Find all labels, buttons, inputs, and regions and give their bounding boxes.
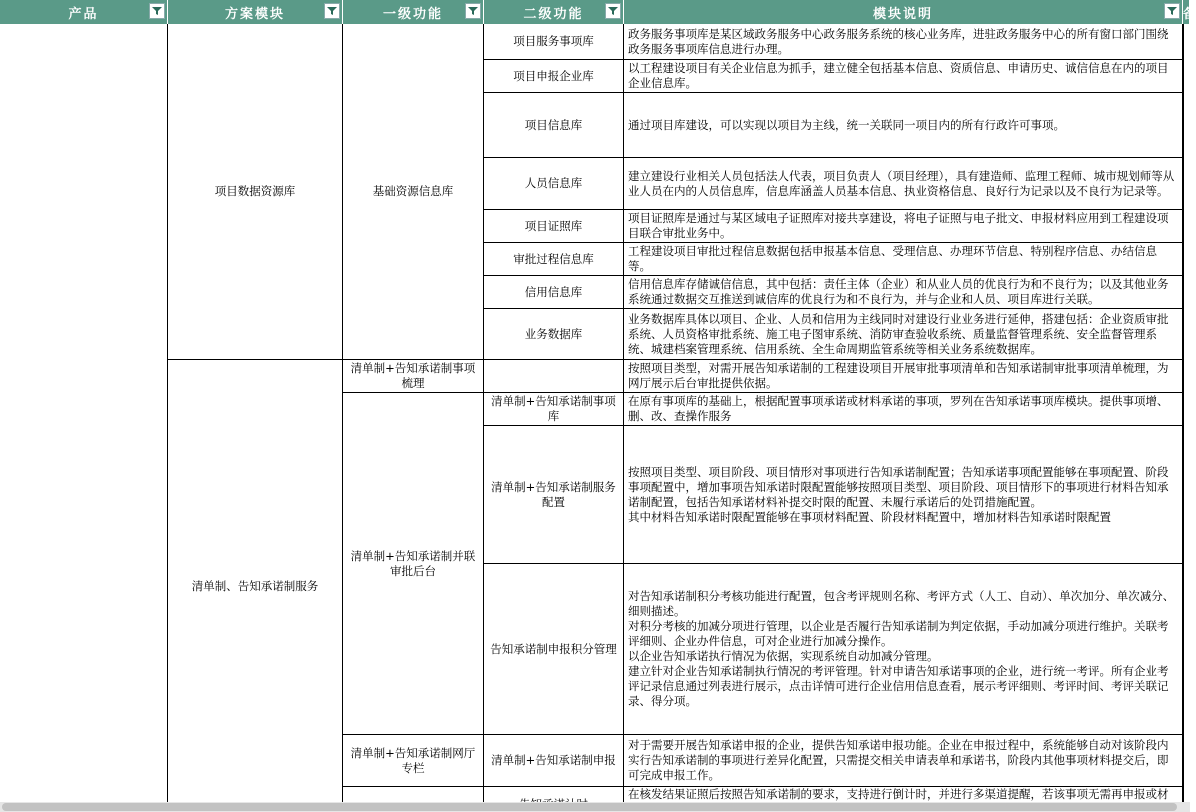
- level2-label: 清单制+告知承诺制服务配置: [491, 479, 616, 509]
- level2-label: 项目服务事项库: [513, 34, 594, 48]
- level1-label: 清单制+告知承诺制事项梳理: [350, 361, 476, 390]
- scrollbar-thumb[interactable]: [2, 803, 1177, 811]
- desc-cell: [624, 93, 1183, 158]
- module-label: 项目数据资源库: [214, 184, 296, 198]
- horizontal-scrollbar[interactable]: [0, 802, 1190, 812]
- level2-cell: [484, 393, 624, 426]
- level1-label: 清单制+告知承诺制并联审批后台: [350, 548, 476, 578]
- desc-text: 在原有事项库的基础上，根据配置事项承诺或材料承诺的事项，罗列在告知承诺事项库模块。提供事项增、删、改、查操作服务: [628, 394, 1169, 423]
- desc-cell: [624, 309, 1183, 360]
- level2-cell: [484, 93, 624, 158]
- level2-cell: [484, 735, 624, 787]
- level1-label: 基础资源信息库: [372, 184, 454, 198]
- desc-cell: [624, 60, 1183, 93]
- level2-label: 信用信息库: [524, 284, 583, 299]
- desc-cell: [624, 276, 1183, 309]
- module-cell: [168, 360, 343, 812]
- level2-label: 项目申报企业库: [513, 68, 594, 83]
- desc-text: 项目证照库是通过与某区域电子证照库对接共享建设，将电子证照与电子批文、申报材料应用到工程建设项目联合审批业务中。: [628, 211, 1169, 240]
- desc-cell: [624, 393, 1183, 426]
- filter-icon[interactable]: [324, 3, 340, 19]
- level2-label: 清单制+告知承诺制申报: [491, 753, 616, 767]
- level2-cell: [484, 309, 624, 360]
- filter-icon[interactable]: [149, 3, 165, 19]
- module-cell: [168, 24, 343, 360]
- desc-text: 政务服务事项库是某区域政务服务中心政务服务系统的核心业务库，进驻政务服务中心的所有窗口部门围绕政务服务事项库信息进行办理。: [628, 26, 1169, 56]
- desc-cell: [624, 210, 1183, 243]
- level1-label: 清单制+告知承诺制网厅专栏: [350, 745, 476, 775]
- filter-icon[interactable]: [605, 3, 621, 19]
- filter-icon[interactable]: [1164, 3, 1180, 19]
- header-extra-label: 备: [1183, 6, 1196, 22]
- level1-cell: [343, 24, 484, 360]
- level2-label: 项目证照库: [524, 218, 583, 233]
- header-desc-label: 模块说明: [872, 6, 933, 22]
- desc-cell: [624, 24, 1183, 60]
- header-module-label: 方案模块: [224, 6, 285, 22]
- level2-label: 项目信息库: [524, 117, 583, 132]
- module-label: 清单制、告知承诺制服务: [191, 578, 319, 593]
- product-cell: [0, 24, 168, 812]
- header-level2: [484, 0, 624, 24]
- header-module: [168, 0, 343, 24]
- desc-text: 建立建设行业相关人员包括法人代表，项目负责人（项目经理），具有建造师、监理工程师、城市规划师等从业人员在内的人员信息库，信息库涵盖人员基本信息、执业资格信息、良好行为记录以及不良行为记录等。: [628, 168, 1175, 198]
- desc-cell: [624, 158, 1183, 210]
- level2-label: 审批过程信息库: [513, 251, 594, 266]
- header-product: [0, 0, 168, 24]
- desc-text: 以工程建设项目有关企业信息为抓手，建立健全包括基本信息、资质信息、申请历史、诚信信息在内的项目企业信息库。: [628, 61, 1169, 90]
- desc-text: 在核发结果证照后按照告知承诺制的要求，支持进行倒计时，并进行多渠道提醒，若该事项无需再申报或材: [628, 787, 1169, 801]
- level2-cell: [484, 564, 624, 735]
- level2-label: 人员信息库: [524, 176, 583, 190]
- level2-cell: [484, 360, 624, 393]
- header-product-label: 产品: [68, 6, 99, 22]
- desc-text: 按照项目类型，对需开展告知承诺制的工程建设项目开展审批事项清单和告知承诺制审批事项清单梳理，为网厅展示后台审批提供依据。: [628, 361, 1169, 390]
- level2-cell: [484, 158, 624, 210]
- desc-cell: [624, 426, 1183, 564]
- level1-cell: [343, 393, 484, 735]
- header-extra: [1183, 0, 1196, 24]
- desc-cell: [624, 564, 1183, 735]
- desc-text: 对于需要开展告知承诺申报的企业，提供告知承诺申报功能。企业在申报过程中，系统能够自动对该阶段内实行告知承诺制的事项进行差异化配置，只需提交相关申请表单和承诺书，阶段内其他事项材料提交后，即可完成申报工作。: [628, 738, 1169, 782]
- level2-cell: [484, 426, 624, 564]
- desc-text: 信用信息库存储诚信信息，其中包括：责任主体（企业）和从业人员的优良行为和不良行为；以及其他业务系统通过数据交互推送到诚信库的优良行为和不良行为，并与企业和人员、项目库进行关联。: [628, 277, 1169, 306]
- header-level1: [343, 0, 484, 24]
- header-desc: [624, 0, 1183, 24]
- desc-cell: [624, 243, 1183, 276]
- header-level1-label: 一级功能: [382, 6, 443, 22]
- level2-label: 业务数据库: [524, 326, 583, 341]
- desc-text: 对告知承诺制积分考核功能进行配置，包含考评规则名称、考评方式（人工、自动）、单次加分、单次减分、细则描述。 对积分考核的加减分项进行管理，以企业是否履行告知承诺制为判定依据，手动加减分项进行维护。关联考评细则、企业办件信息，可对企业进行加减分操作。 以企业告知承诺执行情况为依据，实现系统自动加减分管理。 建立针对企业告知承诺制执行情况的考评管理。针对申请告知承诺事项的企业，进行统一考评。所有企业考评记录信息通过列表进行展示，点击详情可进行企业信用信息查看，展示考评细则、考评时间、考评关联记录、得分项。: [628, 589, 1175, 708]
- extra-column: [1183, 24, 1190, 812]
- level2-label: 清单制+告知承诺制事项库: [491, 394, 616, 423]
- desc-cell: [624, 360, 1183, 393]
- level2-cell: [484, 243, 624, 276]
- desc-text: 业务数据库具体以项目、企业、人员和信用为主线同时对建设行业业务进行延伸，搭建包括：企业资质审批系统、人员资格审批系统、施工电子图审系统、消防审查验收系统、质量监督管理系统、安全监督管理系统、城建档案管理系统、信用系统、全生命周期监管系统等相关业务系统数据库。: [628, 311, 1169, 356]
- level2-cell: [484, 24, 624, 60]
- desc-text: 工程建设项目审批过程信息数据包括申报基本信息、受理信息、办理环节信息、特别程序信息、办结信息等。: [628, 244, 1157, 273]
- desc-cell: [624, 735, 1183, 787]
- level2-cell: [484, 60, 624, 93]
- level2-cell: [484, 210, 624, 243]
- desc-text: 通过项目库建设，可以实现以项目为主线，统一关联同一项目内的所有行政许可事项。: [628, 117, 1065, 132]
- level1-cell: [343, 735, 484, 787]
- header-level2-label: 二级功能: [523, 6, 584, 22]
- level2-label: 告知承诺制申报积分管理: [490, 641, 617, 656]
- level1-cell: [343, 360, 484, 393]
- desc-text: 按照项目类型、项目阶段、项目情形对事项进行告知承诺制配置；告知承诺事项配置能够在事项配置、阶段事项配置中，增加事项告知承诺时限配置能够按照项目类型、项目阶段、项目情形下的事项进行材料告知承诺制配置，包括告知承诺材料补提交时限的配置、未履行承诺后的处罚措施配置。 其中材料告知承诺时限配置能够在事项材料配置、阶段材料配置中，增加材料告知承诺时限配置: [628, 464, 1169, 524]
- level2-cell: [484, 276, 624, 309]
- filter-icon[interactable]: [465, 3, 481, 19]
